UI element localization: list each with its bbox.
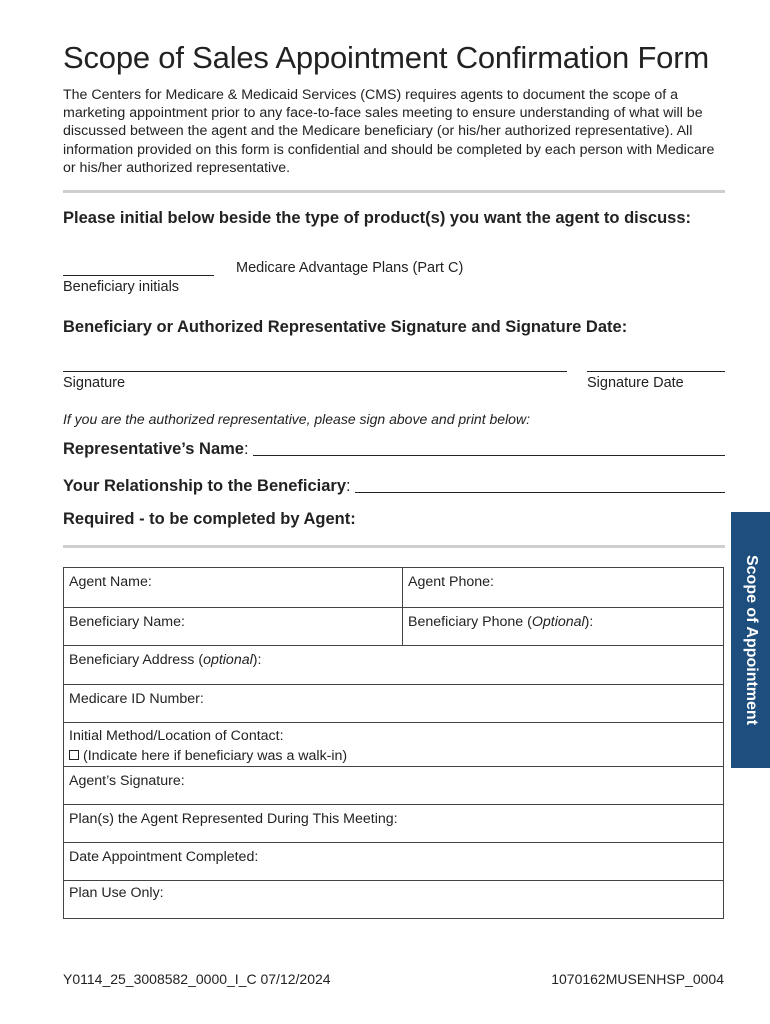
page-title: Scope of Sales Appointment Confirmation Form xyxy=(63,40,709,75)
beneficiary-address-cell[interactable] xyxy=(64,646,723,684)
table-row xyxy=(64,722,723,766)
agent-name-cell[interactable] xyxy=(64,568,403,607)
table-row xyxy=(64,880,723,918)
product-label: Medicare Advantage Plans (Part C) xyxy=(236,260,464,276)
table-row xyxy=(64,766,723,804)
table-row xyxy=(64,607,723,645)
date-completed-label: Date Appointment Completed: xyxy=(69,849,259,865)
beneficiary-phone-label xyxy=(408,614,593,630)
agent-signature-cell[interactable] xyxy=(64,767,723,804)
table-row xyxy=(64,568,723,607)
medicare-id-label: Medicare ID Number: xyxy=(69,691,204,707)
walk-in-row xyxy=(69,746,718,766)
signature-heading: Beneficiary or Authorized Representative Signature and Signature Date: xyxy=(63,318,628,336)
medicare-id-cell[interactable] xyxy=(64,685,723,722)
plans-represented-label: Plan(s) the Agent Represented During This Meeting: xyxy=(69,811,398,827)
representative-name-field[interactable] xyxy=(253,454,725,456)
beneficiary-initials-field[interactable] xyxy=(63,275,214,276)
optional-tag: optional xyxy=(203,652,253,668)
agent-phone-label: Agent Phone: xyxy=(408,574,494,590)
relationship-field[interactable] xyxy=(355,491,725,493)
signature-date-label: Signature Date xyxy=(587,375,684,391)
signature-field[interactable] xyxy=(63,371,567,372)
agent-signature-label: Agent’s Signature: xyxy=(69,773,185,789)
label-suffix: ): xyxy=(252,652,262,668)
beneficiary-name-cell[interactable] xyxy=(64,608,403,645)
agent-heading: Required - to be completed by Agent: xyxy=(63,510,356,528)
optional-tag: Optional xyxy=(531,614,585,630)
label-suffix: ): xyxy=(584,614,594,630)
table-row xyxy=(64,645,723,684)
footer-right-code: 1070162MUSENHSP_0004 xyxy=(551,971,724,987)
relationship-row xyxy=(63,477,725,496)
footer-left-code: Y0114_25_3008582_0000_I_C 07/12/2024 xyxy=(63,971,331,987)
agent-name-label: Agent Name: xyxy=(69,574,152,590)
label-prefix: Beneficiary Address ( xyxy=(69,652,204,668)
beneficiary-phone-cell[interactable] xyxy=(403,608,723,645)
walk-in-checkbox[interactable] xyxy=(69,750,79,760)
divider xyxy=(63,190,725,193)
intro-paragraph: The Centers for Medicare & Medicaid Services (CMS) requires agents to document the scope of a marketing appointment prior to any face-to-face sales meeting to ensure understanding of what will be discussed between the agent and the Medicare beneficiary (or his/her authorized representative). All information provided on this form is confidential and should be completed by each person with Medicare or his/her authorized representative. xyxy=(63,87,715,176)
representative-note: If you are the authorized representative, please sign above and print below: xyxy=(63,411,530,427)
relationship-label: Your Relationship to the Beneficiary xyxy=(63,477,346,495)
date-completed-cell[interactable] xyxy=(64,843,723,880)
initial-method-cell[interactable] xyxy=(64,723,723,766)
signature-label: Signature xyxy=(63,375,126,391)
colon: : xyxy=(346,477,351,495)
walk-in-label: (Indicate here if beneficiary was a walk-in) xyxy=(83,748,348,764)
table-row xyxy=(64,842,723,880)
agent-table xyxy=(63,567,724,919)
table-row xyxy=(64,804,723,842)
beneficiary-initials-label: Beneficiary initials xyxy=(63,279,180,295)
colon: : xyxy=(243,440,249,458)
representative-name-row xyxy=(63,440,725,459)
plan-use-only-label: Plan Use Only: xyxy=(69,885,164,901)
initial-method-label: Initial Method/Location of Contact: xyxy=(69,728,284,744)
beneficiary-name-label: Beneficiary Name: xyxy=(69,614,185,630)
side-tab-label: Scope of Appointment xyxy=(742,554,760,726)
agent-phone-cell[interactable] xyxy=(403,568,723,607)
products-heading: Please initial below beside the type of product(s) you want the agent to discuss: xyxy=(63,209,692,227)
label-prefix: Beneficiary Phone ( xyxy=(408,614,532,630)
beneficiary-address-label xyxy=(69,652,261,668)
divider xyxy=(63,545,725,548)
plans-represented-cell[interactable] xyxy=(64,805,723,842)
table-row xyxy=(64,684,723,722)
side-tab xyxy=(731,512,770,768)
representative-name-label: Representative’s Name xyxy=(63,440,244,458)
signature-date-field[interactable] xyxy=(587,371,725,372)
plan-use-only-cell[interactable] xyxy=(64,881,723,918)
